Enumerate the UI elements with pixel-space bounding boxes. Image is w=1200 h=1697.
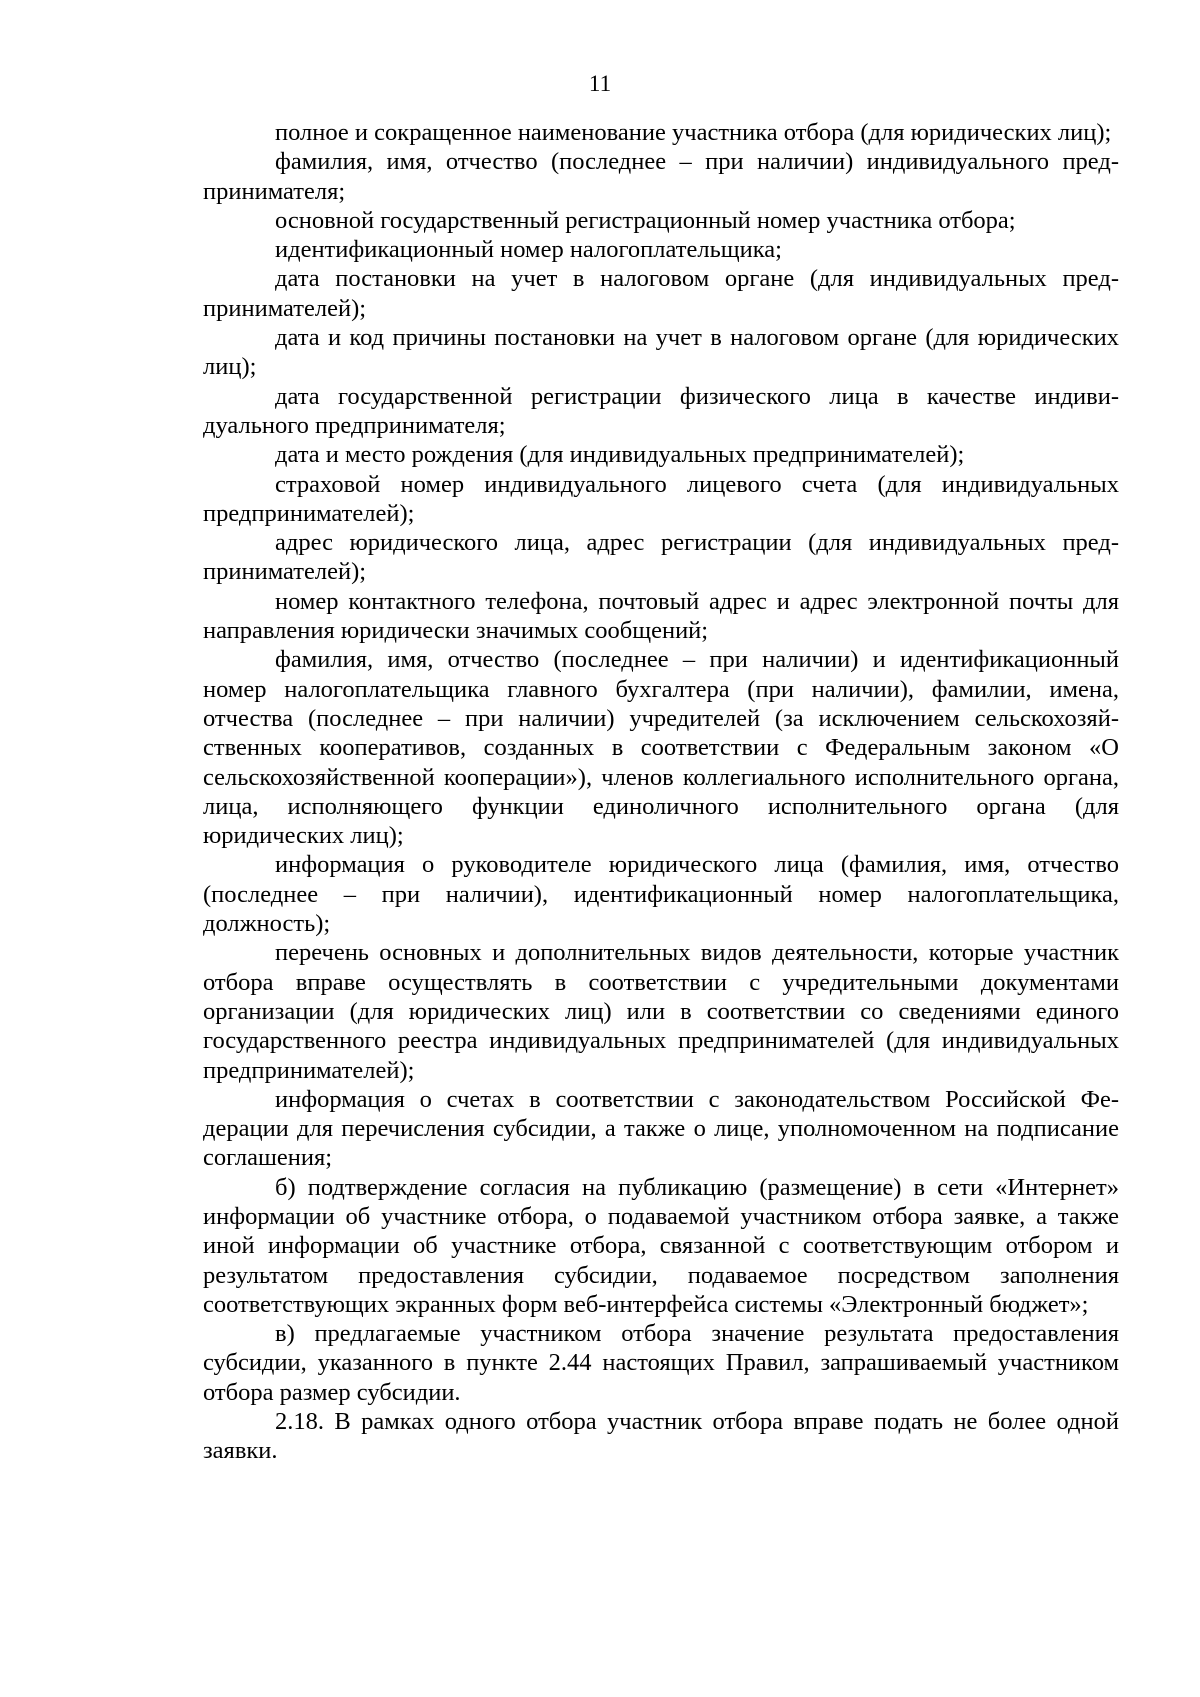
paragraph-b-consent: б) подтверждение согласия на публикацию (размещение) в сети «Интернет» информации об участнике отбора, о подаваемой участником отбора заявке, а также иной информации об участнике отбора, связанной с соответствующим отбором и результатом предоставления субсидии, подаваемое посредством заполнения соответствующих экранных форм веб-интерфейса системы «Электронный бюджет»;: [203, 1173, 1119, 1318]
paragraph-inn: идентификационный номер налогоплательщика;: [275, 236, 782, 264]
document-body: [203, 118, 1119, 1466]
paragraph-snils: страховой номер индивидуального лицевого счета (для индивидуальных предпринимателей);: [203, 470, 1119, 527]
paragraph-accounts: информация о счетах в соответствии с законодательством Российской Федерации для перечисления субсидии, а также о лице, уполномоченном на подписание соглашения;: [203, 1085, 1119, 1172]
paragraph-tax-registration-date: дата постановки на учет в налоговом органе (для индивидуальных предпринимателей);: [203, 265, 1119, 322]
paragraph-kpp: дата и код причины постановки на учет в налоговом органе (для юридических лиц);: [203, 324, 1119, 381]
paragraph-v-result: в) предлагаемые участником отбора значение результата предоставления субсидии, указанного в пункте 2.44 настоящих Правил, запрашиваемый участником отбора размер субсидии.: [203, 1320, 1119, 1406]
paragraph-birth-date-place: дата и место рождения (для индивидуальных предпринимателей);: [275, 441, 965, 469]
paragraph-name-entrepreneur: фамилия, имя, отчество (последнее – при наличии) индивидуального предпринимателя;: [203, 148, 1119, 205]
page-number: 11: [588, 71, 612, 96]
paragraph-head-info: информация о руководителе юридического лица (фамилия, имя, отчество (последнее – при наличии), идентификационный номер налогоплательщика, должность);: [203, 851, 1119, 938]
paragraph-contacts: номер контактного телефона, почтовый адрес и адрес электронной почты для направления юридически значимых сообщений;: [203, 587, 1119, 645]
paragraph-ogrn: основной государственный регистрационный номер участника отбора;: [275, 206, 1016, 234]
paragraph-name-legal-entity: полное и сокращенное наименование участника отбора (для юридических лиц);: [275, 119, 1112, 146]
paragraph-activities: перечень основных и дополнительных видов деятельности, которые участник отбора вправе осуществлять в соответствии с учредительными документами организации (для юридических лиц) или в соответствии со сведениями единого государственного реестра индивидуальных предпринимателей (для индивидуальных предпринимателей);: [203, 939, 1119, 1084]
paragraph-address: адрес юридического лица, адрес регистрации (для индивидуальных предпринимателей);: [203, 529, 1119, 586]
paragraph-accountant-founders: фамилия, имя, отчество (последнее – при наличии) и идентификационный номер налогоплательщика главного бухгалтера (при наличии), фамилии, имена, отчества (последнее – при наличии) учредителей (за исключением сельскохозяйственных кооперативов, созданных в соответствии с Федеральным законом «О сельскохозяйственной кооперации»), членов коллегиального исполнительного органа, лица, исполняющего функции единоличного исполнительного органа (для юридических лиц);: [203, 646, 1119, 850]
paragraph-2-18: 2.18. В рамках одного отбора участник отбора вправе подать не более одной заявки.: [203, 1408, 1119, 1465]
paragraph-state-registration-date: дата государственной регистрации физического лица в качестве индивидуального предпринимателя;: [203, 382, 1119, 439]
